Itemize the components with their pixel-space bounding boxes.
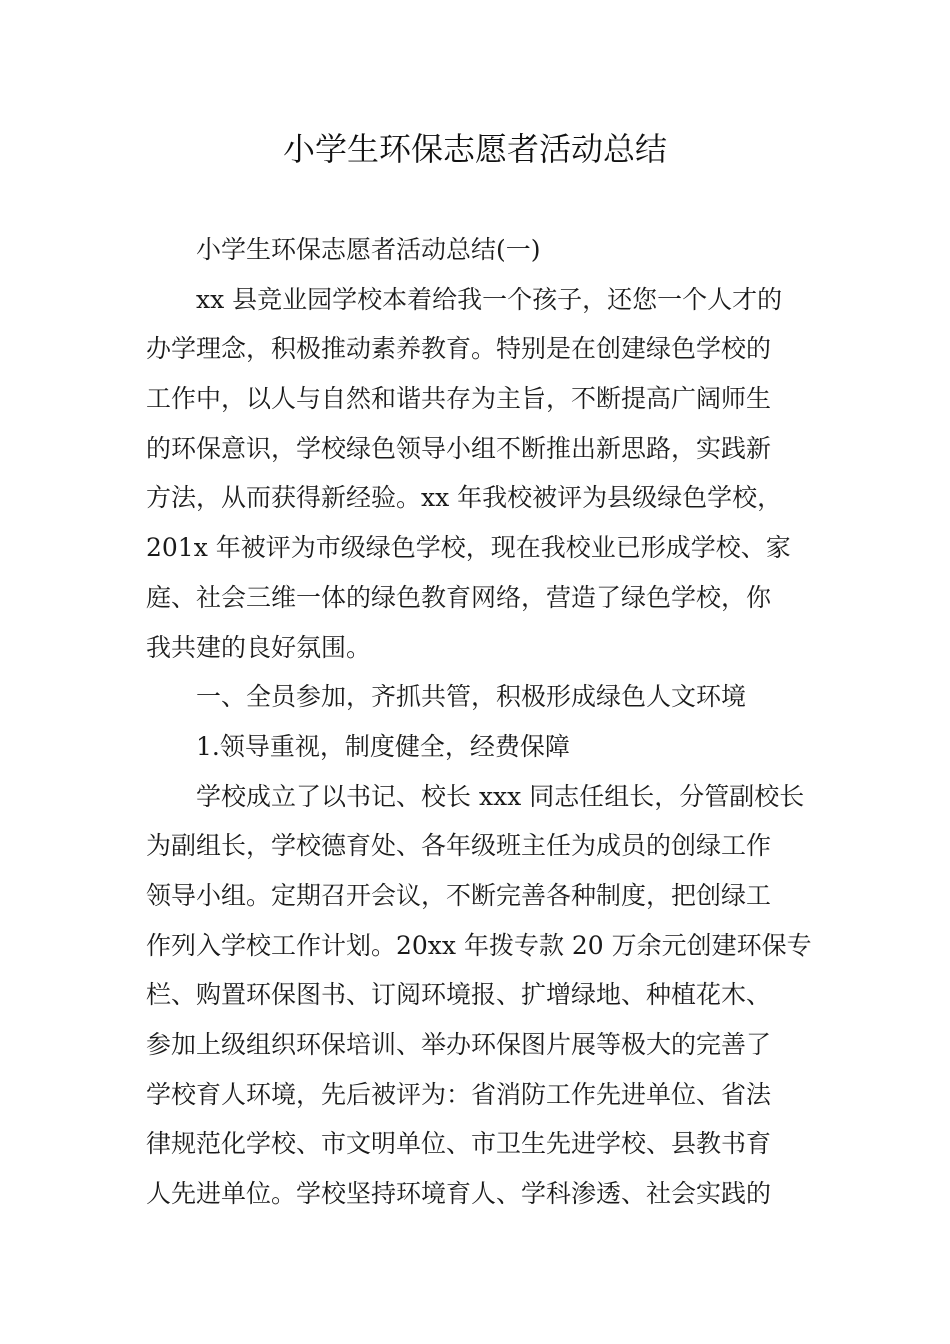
- paragraph-line: 作列入学校工作计划。20xx 年拨专款 20 万余元创建环保专: [146, 930, 812, 960]
- paragraph-line: 201x 年被评为市级绿色学校，现在我校业已形成学校、家: [146, 533, 791, 563]
- paragraph-line: 领导小组。定期召开会议，不断完善各种制度，把创绿工: [146, 880, 772, 910]
- paragraph-line: 为副组长，学校德育处、各年级班主任为成员的创绿工作: [146, 831, 772, 861]
- paragraph-line: 庭、社会三维一体的绿色教育网络，营造了绿色学校，你: [146, 582, 772, 612]
- paragraph-line: 方法，从而获得新经验。xx 年我校被评为县级绿色学校，: [146, 483, 783, 513]
- document-title: 小学生环保志愿者活动总结: [282, 130, 667, 168]
- paragraph-line: 学校育人环境，先后被评为：省消防工作先进单位、省法: [146, 1079, 772, 1109]
- section-heading: 一、全员参加，齐抓共管，积极形成绿色人文环境: [196, 682, 747, 712]
- paragraph-line: 办学理念，积极推动素养教育。特别是在创建绿色学校的: [146, 334, 772, 364]
- paragraph-line: 的环保意识，学校绿色领导小组不断推出新思路，实践新: [146, 433, 772, 463]
- paragraph-line: 律规范化学校、市文明单位、市卫生先进学校、县教书育: [146, 1129, 772, 1159]
- paragraph-line: 栏、购置环保图书、订阅环境报、扩增绿地、种植花木、: [146, 980, 772, 1010]
- section-heading: 小学生环保志愿者活动总结(一): [196, 235, 541, 264]
- paragraph-line: 参加上级组织环保培训、举办环保图片展等极大的完善了: [146, 1030, 772, 1059]
- subsection-heading: 1.领导重视，制度健全，经费保障: [196, 731, 570, 761]
- paragraph-line: 工作中，以人与自然和谐共存为主旨，不断提高广阔师生: [146, 384, 772, 414]
- paragraph-line: xx 县竞业园学校本着给我一个孩子，还您一个人才的: [196, 284, 783, 314]
- paragraph-line: 人先进单位。学校坚持环境育人、学科渗透、社会实践的: [146, 1179, 772, 1209]
- paragraph-line: 学校成立了以书记、校长 xxx 同志任组长，分管副校长: [196, 781, 805, 811]
- paragraph-line: 我共建的良好氛围。: [146, 632, 372, 662]
- document-body: [146, 225, 810, 1219]
